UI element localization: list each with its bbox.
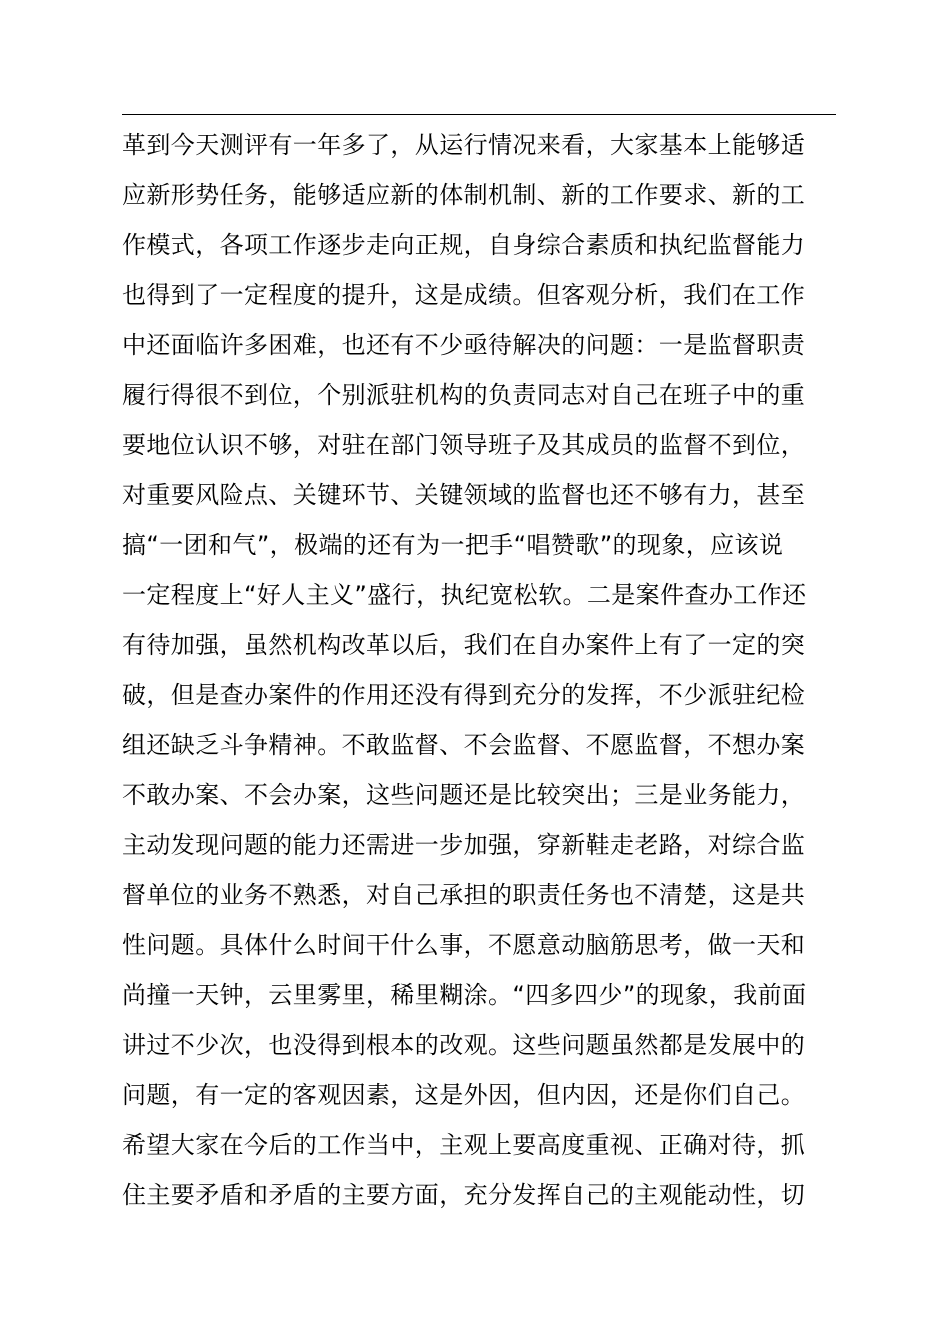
text-line: 主动发现问题的能力还需进一步加强，穿新鞋走老路，对综合监 (122, 831, 806, 859)
text-line: 问题，有一定的客观因素，这是外因，但内因，还是你们自己。 (122, 1081, 806, 1109)
text-line: 组还缺乏斗争精神。不敢监督、不会监督、不愿监督，不想办案 (122, 731, 806, 759)
text-line: 也得到了一定程度的提升，这是成绩。但客观分析，我们在工作 (122, 281, 806, 309)
text-line: 革到今天测评有一年多了，从运行情况来看，大家基本上能够适 (122, 131, 806, 159)
text-line: 履行得很不到位，个别派驻机构的负责同志对自己在班子中的重 (122, 381, 806, 409)
text-line: 要地位认识不够，对驻在部门领导班子及其成员的监督不到位， (122, 431, 806, 459)
text-line: 一定程度上“好人主义”盛行，执纪宽松软。二是案件查办工作还 (122, 581, 807, 609)
text-line: 不敢办案、不会办案，这些问题还是比较突出；三是业务能力， (122, 781, 806, 809)
text-line: 讲过不少次，也没得到根本的改观。这些问题虽然都是发展中的 (122, 1031, 806, 1059)
document-body (122, 120, 842, 1220)
text-line: 住主要矛盾和矛盾的主要方面，充分发挥自己的主观能动性，切 (122, 1181, 806, 1209)
text-line: 督单位的业务不熟悉，对自己承担的职责任务也不清楚，这是共 (122, 881, 806, 909)
text-line: 搞“一团和气”，极端的还有为一把手“唱赞歌”的现象，应该说 (122, 531, 784, 559)
text-line: 应新形势任务，能够适应新的体制机制、新的工作要求、新的工 (122, 181, 806, 209)
header-rule (122, 114, 836, 115)
text-line: 破，但是查办案件的作用还没有得到充分的发挥，不少派驻纪检 (122, 681, 806, 709)
text-line: 有待加强，虽然机构改革以后，我们在自办案件上有了一定的突 (122, 631, 806, 659)
text-line: 尚撞一天钟，云里雾里，稀里糊涂。“四多四少”的现象，我前面 (122, 981, 807, 1009)
text-line: 希望大家在今后的工作当中，主观上要高度重视、正确对待，抓 (122, 1131, 806, 1159)
text-line: 中还面临许多困难，也还有不少亟待解决的问题：一是监督职责 (122, 331, 806, 359)
text-line: 对重要风险点、关键环节、关键领域的监督也还不够有力，甚至 (122, 481, 806, 509)
text-line: 作模式，各项工作逐步走向正规，自身综合素质和执纪监督能力 (122, 231, 806, 259)
text-line: 性问题。具体什么时间干什么事，不愿意动脑筋思考，做一天和 (122, 931, 806, 959)
